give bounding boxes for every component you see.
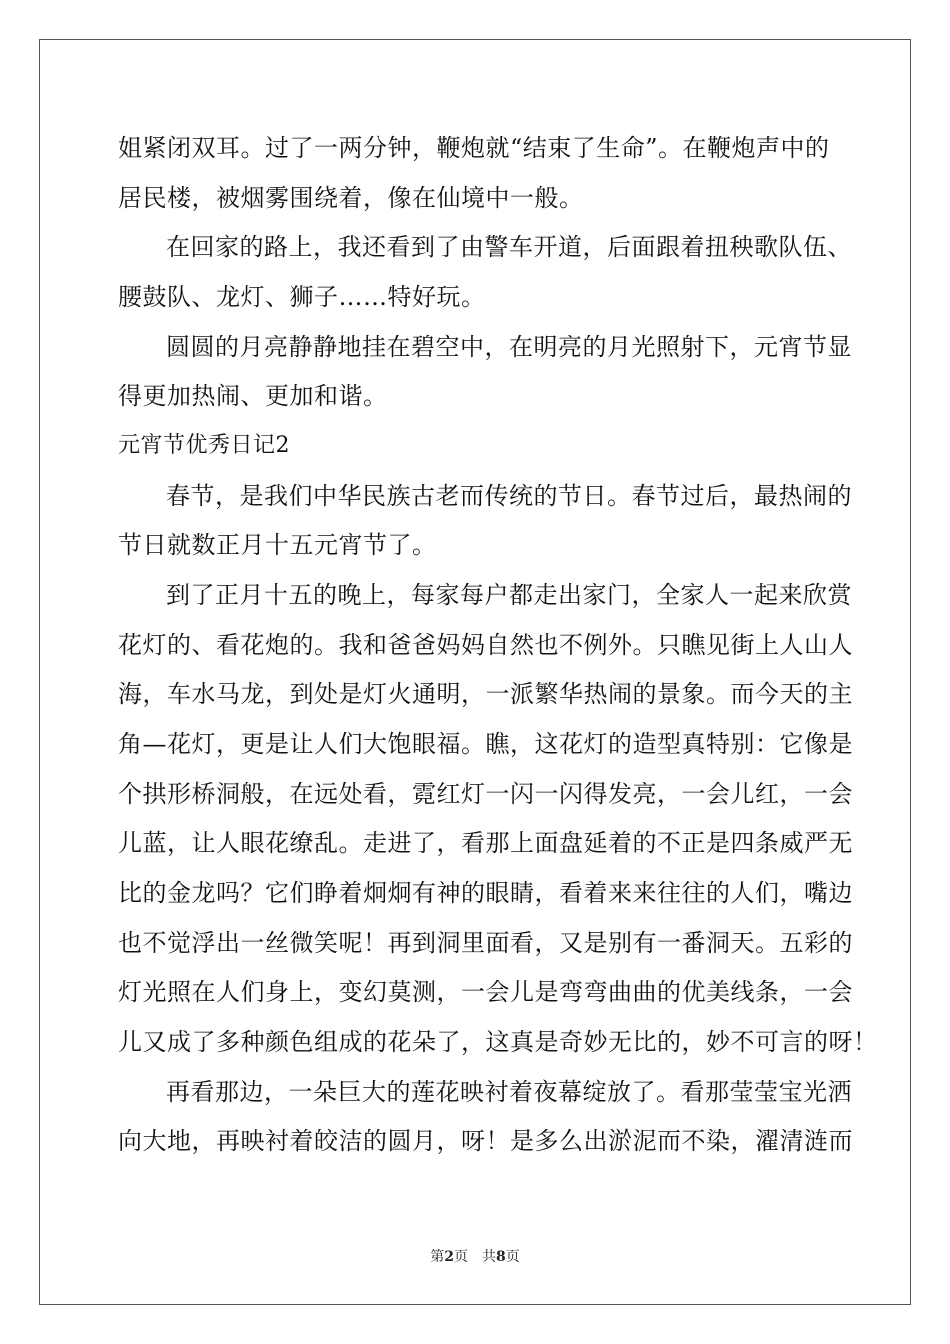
page-label-prefix: 第	[430, 1249, 445, 1265]
text-line: 比的金龙吗？它们睁着炯炯有神的眼睛，看着来来往往的人们，嘴边	[118, 879, 853, 907]
text-line: 角—花灯，更是让人们大饱眼福。瞧，这花灯的造型真特别：它像是	[118, 730, 853, 758]
text-line: 儿蓝，让人眼花缭乱。走进了，看那上面盘延着的不正是四条威严无	[118, 829, 853, 857]
text-line: 节日就数正月十五元宵节了。	[118, 531, 437, 559]
text-line: 姐紧闭双耳。过了一两分钟，鞭炮就“结束了生命”。在鞭炮声中的	[118, 134, 830, 162]
text-line: 居民楼，被烟雾围绕着，像在仙境中一般。	[118, 184, 584, 212]
text-line: 得更加热闹、更加和谐。	[118, 382, 388, 410]
page-footer	[0, 1246, 950, 1266]
text-line: 腰鼓队、龙灯、狮子……特好玩。	[118, 283, 486, 311]
text-line: 向大地，再映衬着皎洁的圆月，呀！是多么出淤泥而不染，濯清涟而	[118, 1127, 853, 1155]
page-label-mid: 页	[454, 1249, 468, 1265]
text-line: 个拱形桥洞般，在远处看，霓红灯一闪一闪得发亮，一会儿红，一会	[118, 780, 853, 808]
paragraph-start: 圆圆的月亮静静地挂在碧空中，在明亮的月光照射下，元宵节显	[166, 333, 852, 361]
text-line: 儿又成了多种颜色组成的花朵了，这真是奇妙无比的，妙不可言的呀！	[118, 1028, 878, 1056]
paragraph-start: 到了正月十五的晚上，每家每户都走出家门，全家人一起来欣赏	[166, 581, 852, 609]
total-prefix: 共	[482, 1249, 496, 1265]
paragraph-start: 在回家的路上，我还看到了由警车开道，后面跟着扭秧歌队伍、	[166, 233, 852, 261]
text-line: 灯光照在人们身上，变幻莫测，一会儿是弯弯曲曲的优美线条，一会	[118, 978, 853, 1006]
total-suffix: 页	[505, 1249, 520, 1265]
text-line: 海，车水马龙，到处是灯火通明，一派繁华热闹的景象。而今天的主	[118, 680, 853, 708]
text-line: 也不觉浮出一丝微笑呢！再到洞里面看，又是别有一番洞天。五彩的	[118, 929, 853, 957]
paragraph-start: 再看那边，一朵巨大的莲花映衬着夜幕绽放了。看那莹莹宝光洒	[166, 1078, 852, 1106]
section-heading: 元宵节优秀日记2	[118, 433, 290, 458]
text-line: 花灯的、看花炮的。我和爸爸妈妈自然也不例外。只瞧见街上人山人	[118, 631, 853, 659]
paragraph-start: 春节，是我们中华民族古老而传统的节日。春节过后，最热闹的	[166, 482, 852, 510]
page-total: 8	[496, 1249, 506, 1265]
page-current: 2	[444, 1249, 454, 1265]
